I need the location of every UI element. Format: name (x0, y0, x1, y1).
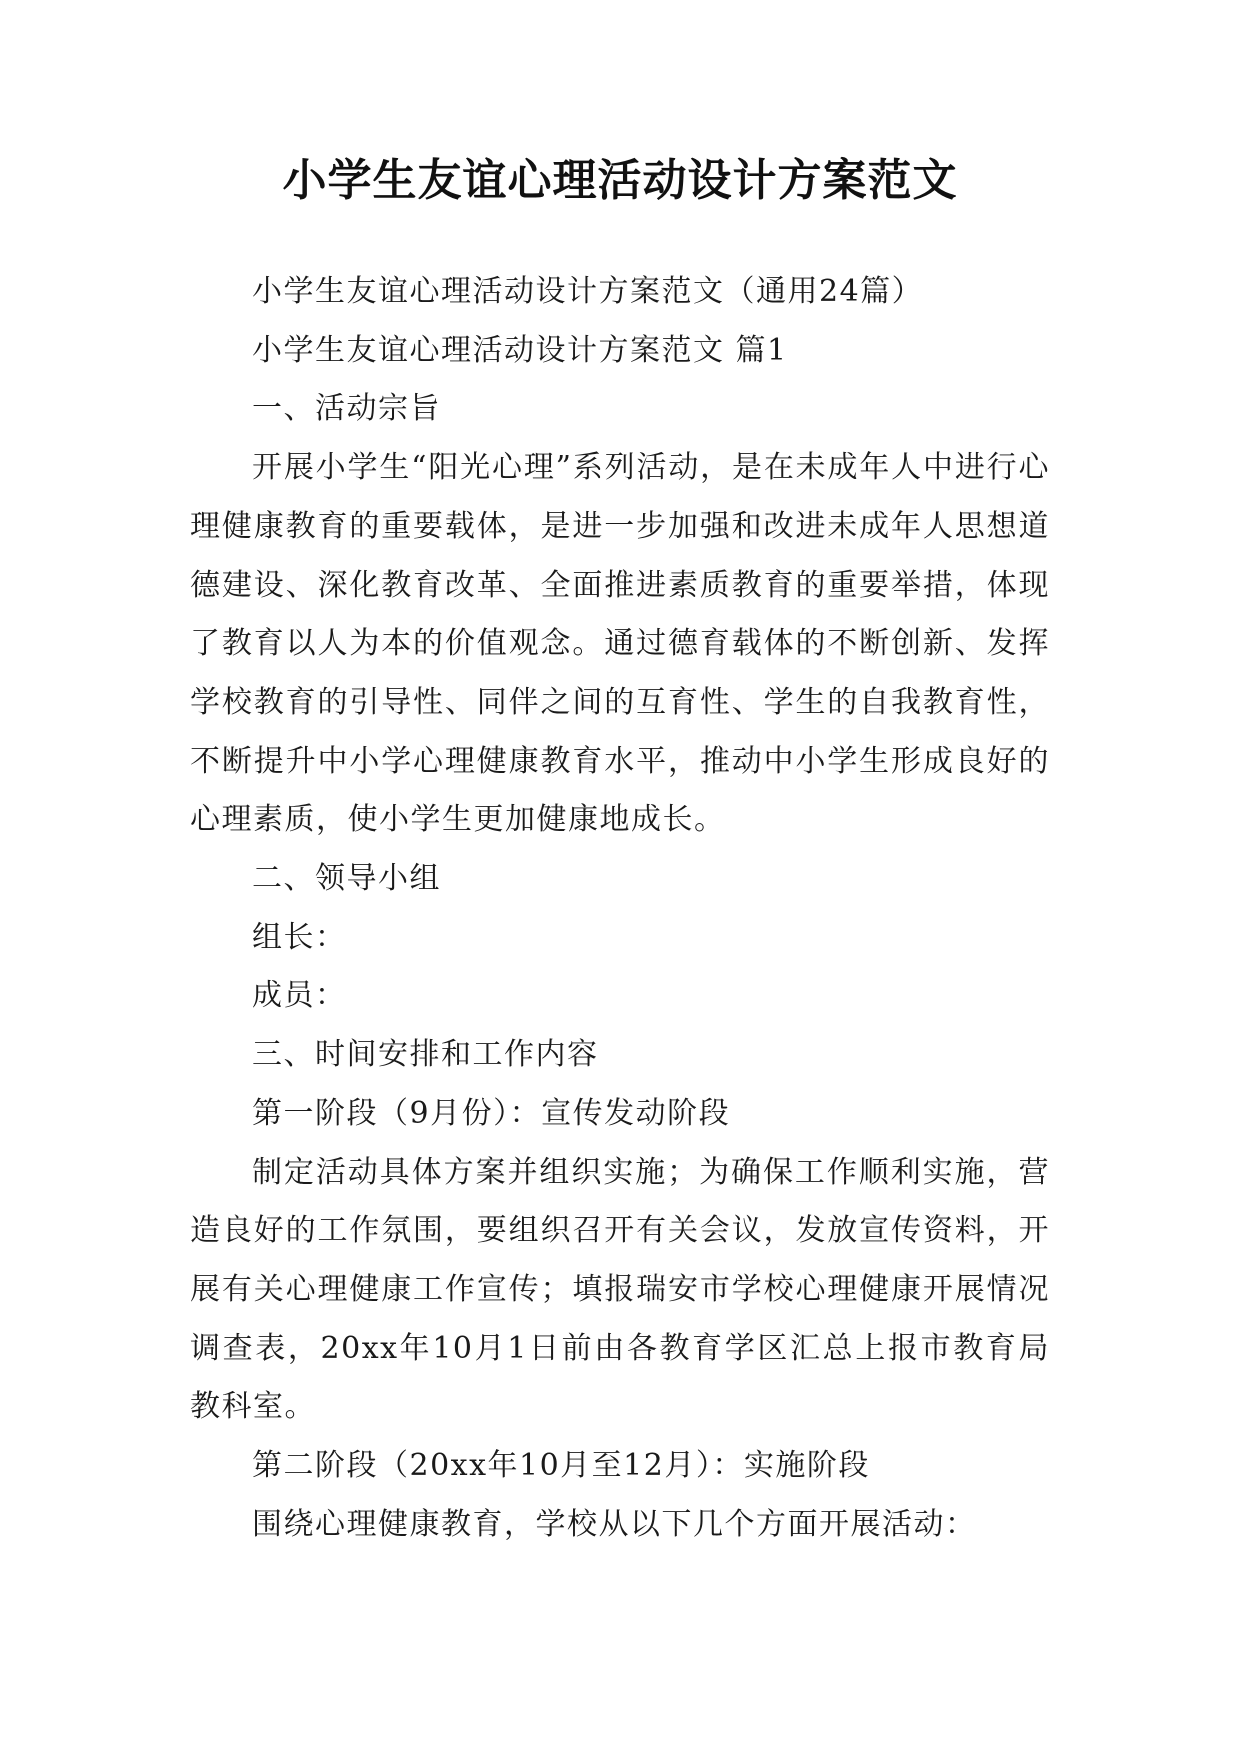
paragraph-phase-two-intro: 围绕心理健康教育，学校从以下几个方面开展活动： (252, 1506, 977, 1542)
document-body (190, 263, 1050, 1554)
heading-activity-purpose: 一、活动宗旨 (252, 391, 441, 427)
paragraph-phase-one: 制定活动具体方案并组织实施；为确保工作顺利实施，营造良好的工作氛围，要组织召开有关会议，发放宣传资料，开展有关心理健康工作宣传；填报瑞安市学校心理健康开展情况调查表，20xx年10月1日前由各教育学区汇总上报市教育局教科室。 (190, 1154, 1050, 1425)
document-title: 小学生友谊心理活动设计方案范文 (282, 155, 958, 206)
heading-schedule: 三、时间安排和工作内容 (252, 1037, 599, 1073)
paragraph-group-leader: 组长： (252, 919, 347, 955)
paragraph-activity-purpose: 开展小学生“阳光心理”系列活动，是在未成年人中进行心理健康教育的重要载体，是进一步加强和改进未成年人思想道德建设、深化教育改革、全面推进素质教育的重要举措，体现了教育以人为本的价值观念。通过德育载体的不断创新、发挥学校教育的引导性、同伴之间的互育性、学生的自我教育性，不断提升中小学心理健康教育水平，推动中小学生形成良好的心理素质，使小学生更加健康地成长。 (190, 450, 1050, 838)
paragraph-subtitle: 小学生友谊心理活动设计方案范文（通用24篇） (252, 274, 924, 309)
heading-phase-two: 第二阶段（20xx年10月至12月）：实施阶段 (252, 1448, 870, 1484)
paragraph-group-members: 成员： (252, 978, 347, 1014)
heading-phase-one: 第一阶段（9月份）：宣传发动阶段 (252, 1095, 731, 1131)
heading-leadership-group: 二、领导小组 (252, 861, 441, 897)
paragraph-section-heading: 小学生友谊心理活动设计方案范文 篇1 (252, 332, 788, 368)
